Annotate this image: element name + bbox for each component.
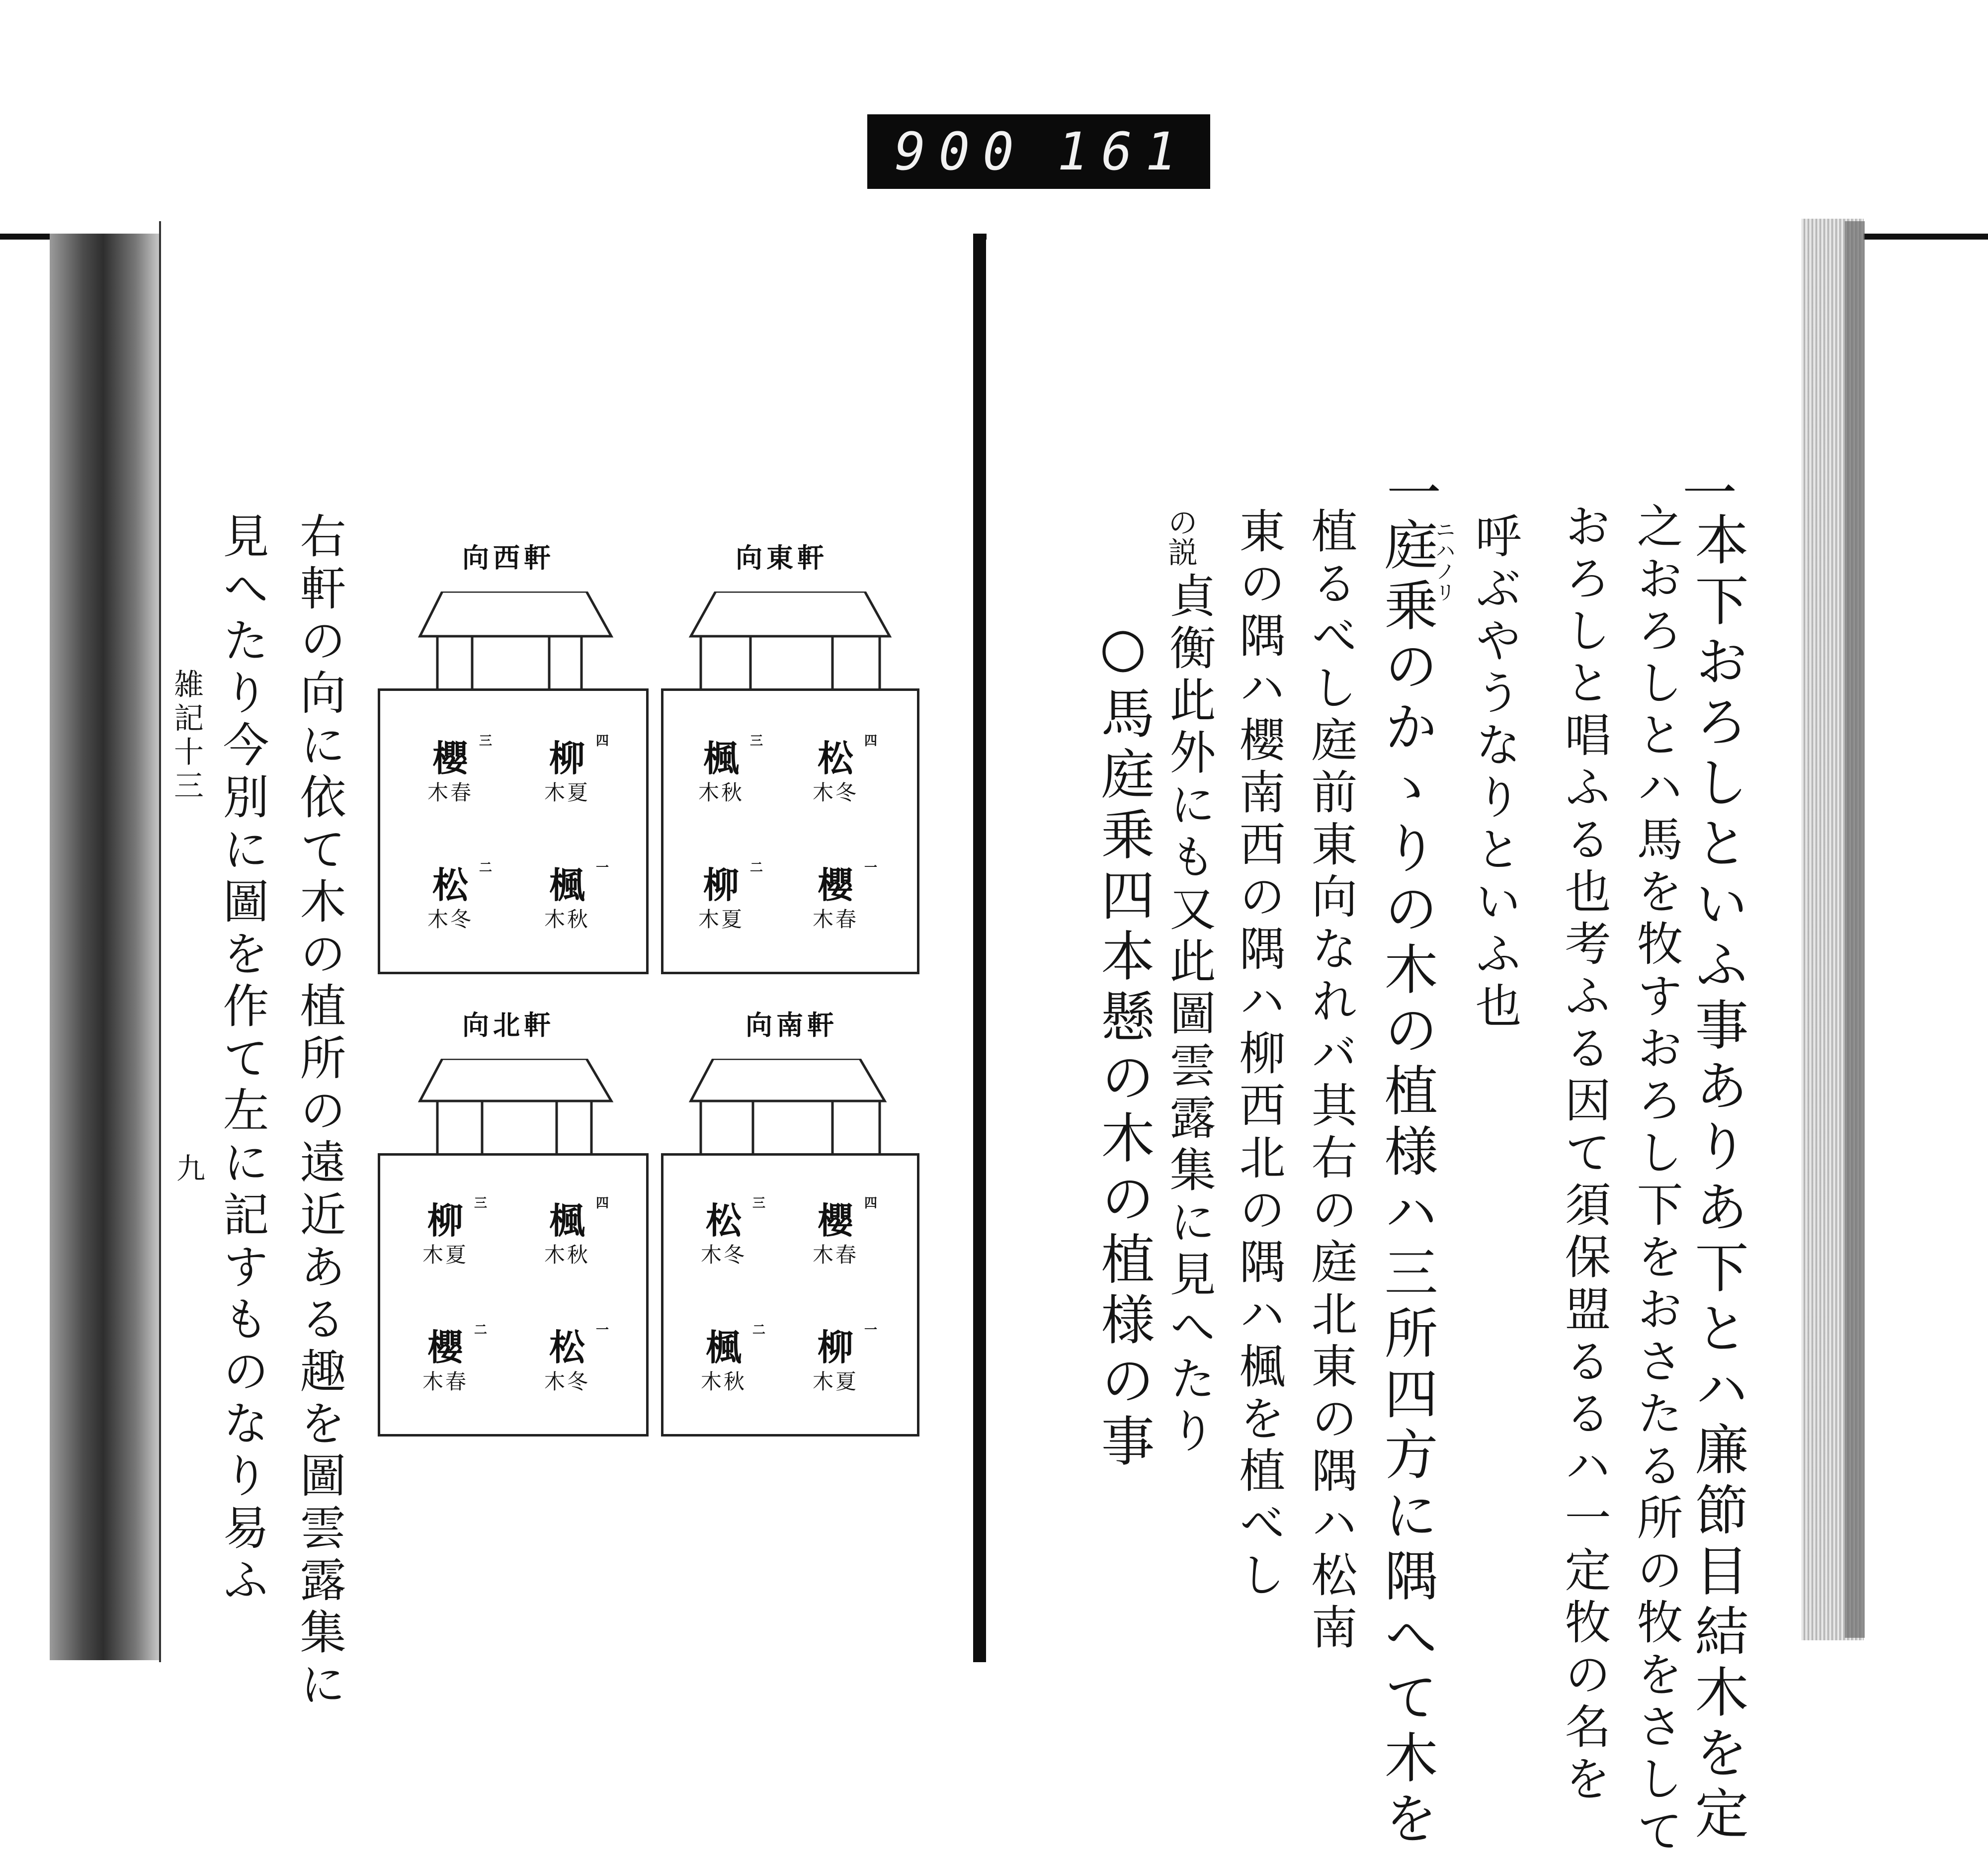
tree-willow: 柳 木夏 一: [813, 1323, 878, 1394]
running-title: 雑記十三: [169, 669, 204, 804]
garden-plot: [378, 688, 649, 974]
garden-plot: [661, 688, 919, 974]
entry1-line2: 之おろしとハ馬を牧すおろし下をおさたる所の牧をさして: [1629, 502, 1683, 1859]
tree-willow: 柳 木夏 四: [544, 734, 609, 805]
diagram-title: 向北軒: [462, 1009, 555, 1041]
diagram-title: 向西軒: [462, 542, 555, 574]
entry2-ruby: ニハノリ: [1432, 519, 1455, 603]
commentary-line1: 右軒の向に依て木の植所の遠近ある趣を圖雲露集に: [292, 512, 346, 1712]
tree-pine: 松 木冬 四: [813, 734, 878, 805]
tree-cherry: 櫻 木春 三: [427, 734, 493, 805]
diagram-south-facing: [661, 1004, 934, 1451]
tree-pine: 松 木冬 三: [701, 1196, 766, 1267]
garden-plot: [378, 1153, 649, 1436]
entry2-note-prefix: の説: [1163, 507, 1198, 567]
diagram-north-facing: [378, 1004, 651, 1451]
commentary-line2: 見へたり今別に圖を作て左に記すものなり易ふ: [215, 512, 269, 1608]
diagram-title: 向東軒: [736, 542, 828, 574]
tree-willow: 柳 木夏 三: [422, 1196, 488, 1267]
gutter-shadow: [50, 234, 169, 1660]
entry2-marker: 一: [1387, 462, 1441, 525]
entry1-line4: 呼ぶやうなりといふ也: [1468, 512, 1521, 1034]
entry1-line1: 本下おろしといふ事ありあ下とハ廉節目結木を定: [1686, 512, 1748, 1846]
diagram-west-facing: [378, 537, 651, 984]
diagram-title: 向南軒: [746, 1009, 838, 1041]
entry1-marker: 一: [1682, 462, 1737, 525]
entry3-heading: ○馬庭乗四本懸の木の植様の事: [1092, 616, 1154, 1474]
film-frame-label: [867, 114, 1210, 189]
film-label-right: 161: [1057, 121, 1189, 182]
tree-maple: 楓 木秋 三: [698, 734, 763, 805]
tree-maple: 楓 木秋 二: [701, 1323, 766, 1394]
entry2-line1: 庭乗のかゝりの木の植様ハ三所四方に隅へて木を: [1375, 517, 1437, 1851]
film-label-left: 900: [895, 121, 1027, 182]
entry1-line3: おろしと唱ふる也考ふる因て須保盟るるハ一定牧の名を: [1557, 502, 1611, 1807]
tree-cherry: 櫻 木春 二: [422, 1323, 488, 1394]
tree-willow: 柳 木夏 二: [698, 860, 763, 931]
tree-cherry: 櫻 木春 一: [813, 860, 878, 931]
diagram-east-facing: [661, 537, 934, 984]
book-spine: [973, 234, 986, 1662]
page-edges-shadow: [1845, 221, 1865, 1638]
garden-plot: [661, 1153, 919, 1436]
folio: 九: [171, 1153, 205, 1182]
tree-pine: 松 木冬 二: [427, 860, 493, 931]
entry2-line4: 貞衡此外にも又此圖雲露集に見へたり: [1162, 572, 1216, 1459]
tree-pine: 松 木冬 一: [544, 1323, 609, 1394]
tree-cherry: 櫻 木春 四: [813, 1196, 878, 1267]
tree-maple: 楓 木秋 一: [544, 860, 609, 931]
entry2-line3: 東の隅ハ櫻南西の隅ハ柳西北の隅ハ楓を植べし: [1232, 507, 1285, 1603]
entry2-line2: 植るべし庭前東向なれバ其右の庭北東の隅ハ松南: [1304, 507, 1357, 1655]
tree-maple: 楓 木秋 四: [544, 1196, 609, 1267]
